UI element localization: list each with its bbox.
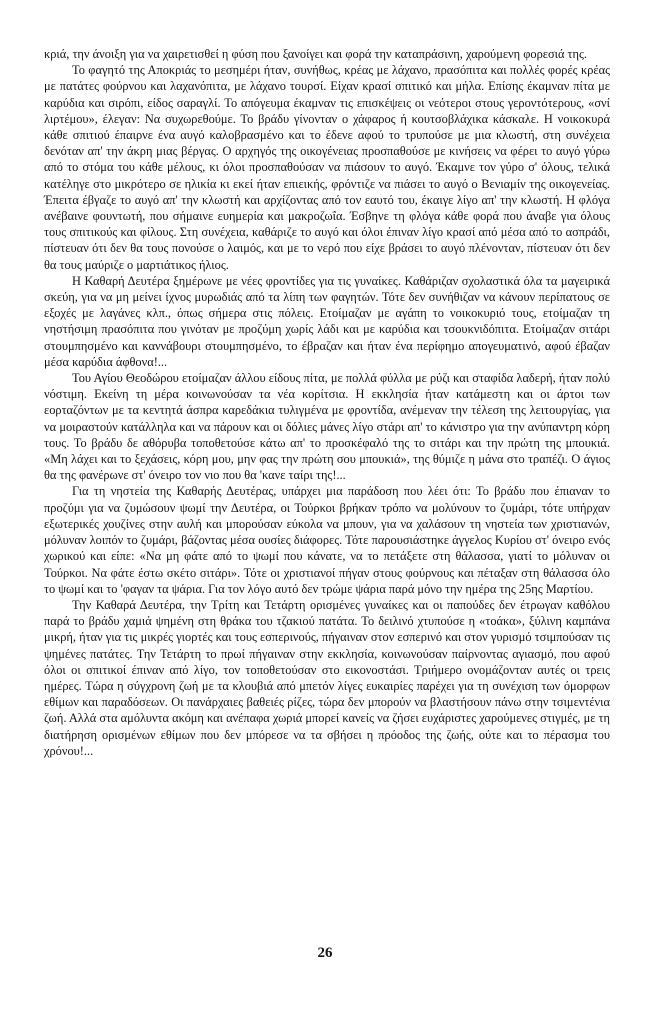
paragraph-carnival-food: Το φαγητό της Αποκριάς το μεσημέρι ήταν, συνήθως, κρέας με λάχανο, πρασόπιτα και πολλές φορές κρέας με πατάτες φούρνου και λαχανόπιτα, με λάχανο τουρσί. Είχαν κρασί σπιτικό και μήλα. Επίσης έκαμναν πίτα με καρύδια και σιρόπι, είδος σαραγλί. Το απόγευμα έκαμναν τις επισκέψεις οι νεότεροι στους γεροντότερους, «σνί λιρτέμου», έλεγαν: Να συχωρεθούμε. Το βράδυ γίνονταν ο χάφαρος ή κουτσοβλάχικα κάσκαλε. Η νοικοκυρά κάθε σπιτιού έπαιρνε ένα αυγό καλοβρασμένο και το έδενε αφού το τρυπούσε με μια κλωστή, στη συνέχεια δενόταν απ' την άκρη μιας βέργας. Ο αρχηγός της οικογένειας προσπαθούσε με κινήσεις να φέρει το αυγό γύρω από το στόμα του κάθε μέλους, κι όλοι προσπαθούσαν να πιάσουν το αυγό. Έκαμνε τον γύρο σ' όλους, τελικά κατέληγε στο μικρότερο σε ηλικία κι εκεί ήταν επιεικής, φρόντιζε να πιάσει το αυγό ο Βενιαμίν της οικογενείας. Έπειτα έβγαζε το αυγό απ' την κλωστή και αρχίζοντας από τον εαυτό του, έκαιγε λίγο απ' την κλωστή. Η φλόγα ανέβαινε φουντωτή, που σήμαινε ευημερία και μακροζωΐα. Έσβηνε τη φλόγα κάθε φορά που άναβε για όλους τους σπιτικούς και φίλους. Στη συνέχεια, καθάριζε το αυγό και όλοι έπιναν λίγο κρασί από μέσα από το ασπράδι, πίστευαν ότι δεν θα τους πονούσε ο λαιμός, και με το νερό που είχε βράσει το αυγό πλένονταν, πίστευαν ότι δεν θα τους μαύριζε ο μαρτιάτικος ήλιος. [44,63,610,272]
paragraph-continued: κριά, την άνοιξη για να χαιρετισθεί η φύση που ξανοίγει και φορά την καταπράσινη, χαρούμενη φορεσιά της. [44,47,588,61]
paragraph-fasting-tradition: Για τη νηστεία της Καθαρής Δευτέρας, υπάρχει μια παράδοση που λέει ότι: Το βράδυ που έπιαναν το προζύμι για να ζυμώσουν ψωμί την Δευτέρα, οι Τούρκοι βρήκαν τρόπο να μολύνουν το ζυμάρι, τότε υπήρχαν εξωτερικές χουζίνες στην αυλή και μπορούσαν εύκολα να μπουν, για να χαλάσουν τη νηστεία των χριστιανών, μόλυναν λοιπόν το ζυμάρι, βάζοντας μέσα ουσίες διάφορες. Τότε παρουσιάστηκε άγγελος Κυρίου στ' όνειρο ενός χωρικού και είπε: «Να μη φάτε από το ψωμί που κάνατε, να το πετάξετε στη θάλασσα, γιατί το μόλυναν οι Τούρκοι. Να φάτε έστω σκέτο σιτάρι». Τότε οι χριστιανοί πήγαν στους φούρνους και πέταξαν στη θάλασσα όλο το ψωμί και το 'φαγαν τα ψάρια. Για τον λόγο αυτό δεν τρώμε ψάρια παρά μόνο την ημέρα της 25ης Μαρτίου. [44,484,610,596]
paragraph-clean-monday: Η Καθαρή Δευτέρα ξημέρωνε με νέες φροντίδες για τις γυναίκες. Καθάριζαν σχολαστικά όλα τα μαγειρικά σκεύη, για να μη μείνει ίχνος μυρωδιάς από τα λίπη των φαγητών. Τότε δεν συνήθιζαν να κάνουν περίπατους σε εξοχές με λαγάνες κλπ., όπως σήμερα στις πόλεις. Ετοίμαζαν με αγάπη το νοικοκυριό τους, ετοίμαζαν τη νηστήσιμη πρασόπιτα που γινόταν με προζύμη χωρίς λάδι και με καρύδια και τσουκνιδόπιτα. Ετοίμαζαν σιτάρι στουμπησμένο και καννάβουρι στουμπησμένο, το έβραζαν και ήταν ένα περίφημο απογευματινό, αφού έβαζαν μέσα καρύδια άφθονα!... [44,273,610,369]
body-text [44,46,610,759]
paragraph-three-days: Την Καθαρά Δευτέρα, την Τρίτη και Τετάρτη ορισμένες γυναίκες και οι παπούδες δεν έτρωγαν καθόλου παρά το βράδυ χαμιά ψημένη στη θράκα του τζακιού πατάτα. Το δειλινό χτυπούσε η «τοάκα», ξύλινη καμπάνα μικρή, ήταν για τις μικρές γιορτές και τους εσπερινούς, πήγαιναν στον εσπερινό και στον γυρισμό τσιμπούσαν τις ψημένες πατάτες. Την Τετάρτη το πρωί πήγαιναν στην εκκλησία, κοινωνούσαν παίρνοντας αγιασμό, που αφού όλοι οι σπιτικοί έπιναν από λίγο, τον τοποθετούσαν στο εικονοστάσι. Τριήμερο ονομάζονταν αυτές οι τρεις ημέρες. Τώρα η σύγχρονη ζωή με τα κλουβιά από μπετόν λίγες ευκαιρίες παρέχει για τη συνέχιση των όμορφων εθίμων και παραδόσεων. Οι πανάρχαιες βαθειές ρίζες, τώρα δεν μπορούν να βλαστήσουν πάνω στην τσιμεντένια ζωή. Αλλά στα αμόλυντα ακόμη και ανέπαφα χωριά μπορεί κανείς να ζήσει ευχάριστες χαρούμενες στιγμές, με τη διατήρηση ορισμένων εθίμων που δεν μπόρεσε να τα σβήσει η πρόοδος της ζωής, ούτε και το πέρασμα του χρόνου!... [44,597,610,758]
page-number: 26 [317,945,333,961]
paragraph-saint-theodore: Του Αγίου Θεοδώρου ετοίμαζαν άλλου είδους πίτα, με πολλά φύλλα με ρύζι και σταφίδα λαδερή, ήταν πολύ νόστιμη. Εκείνη τη μέρα κοινωνούσαν τα νέα κορίτσια. Η εκκλησία ήταν κατάμεστη και οι άρτοι των εορταζόντων με τα κεντητά άσπρα καρεδάκια τυλιγμένα με φροντίδα, ανέμεναν την τέλεση της λειτουργίας, για να μοιραστούν κατάλληλα και να πάρουν και οι δόλιες μάνες λίγο στάρι απ' το κάνιστρο για την ανύπαντρη κόρη τους. Το βράδυ δε αθόρυβα τοποθετούσε κάτω απ' το προσκέφαλό της το σιτάρι και την πρώτη της μπουκιά. «Μη λάχει και το ξεχάσεις, κόρη μου, μην φας την πρώτη σου μπουκιά», της θύμιζε η μάνα στο τραπέζι. Ο άγιος θα της φανέρωνε στ' όνειρο τον νιο που θα 'κανε ταίρι της!... [44,371,610,483]
